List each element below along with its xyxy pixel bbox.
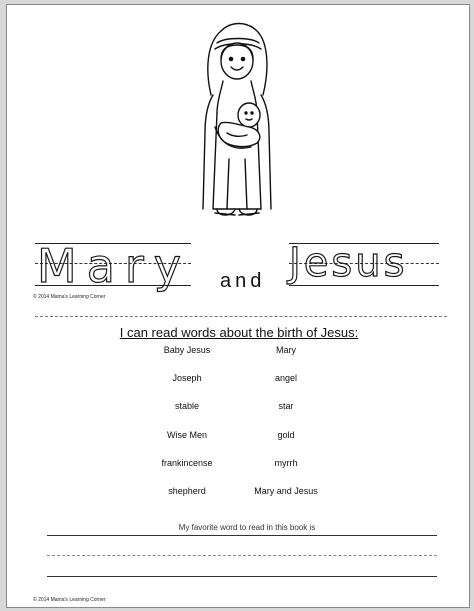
word-item: frankincense	[161, 458, 213, 468]
mary-holding-baby-jesus-illustration	[177, 9, 297, 237]
traced-word-mary: Mary	[37, 239, 192, 293]
word-item: Wise Men	[166, 430, 207, 440]
reading-heading: I can read words about the birth of Jesus:	[119, 325, 359, 340]
writing-base-line	[47, 576, 437, 577]
copyright-bottom: © 2014 Mama's Learning Corner	[33, 597, 106, 603]
word-item: Mary and Jesus	[254, 486, 318, 496]
word-item: angel	[274, 373, 298, 383]
copyright-top: © 2014 Mama's Learning Corner	[33, 294, 106, 300]
writing-mid-line	[47, 555, 437, 556]
word-item: myrrh	[274, 458, 298, 468]
writing-top-line	[47, 535, 437, 536]
cut-line	[35, 316, 447, 317]
word-item: shepherd	[168, 486, 206, 496]
traced-word-jesus: Jesus	[289, 240, 408, 286]
word-item: Joseph	[172, 373, 202, 383]
worksheet-page	[6, 4, 470, 608]
word-item: gold	[277, 430, 295, 440]
favorite-word-prompt: My favorite word to read in this book is	[178, 523, 316, 532]
word-item: Mary	[276, 345, 296, 355]
word-item: Baby Jesus	[163, 345, 211, 355]
title-connector: and	[220, 270, 266, 292]
word-item: stable	[174, 401, 200, 411]
word-item: star	[278, 401, 294, 411]
